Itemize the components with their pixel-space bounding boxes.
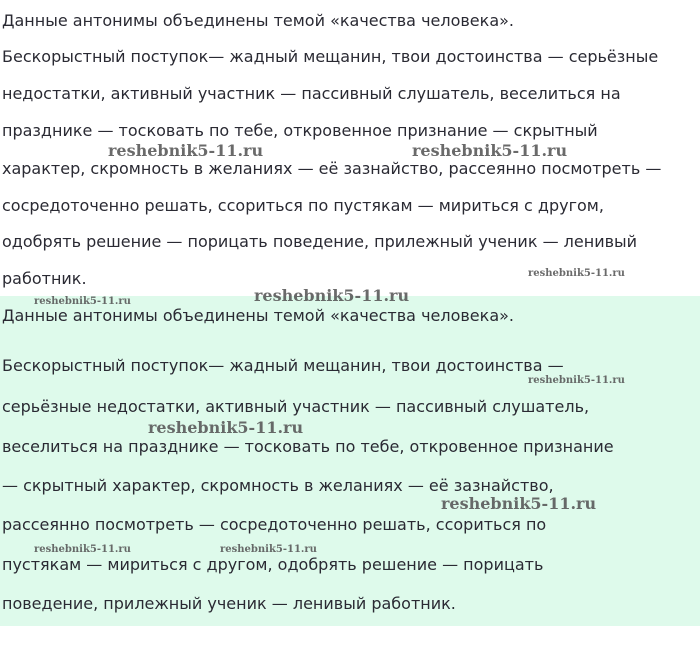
watermark: reshebnik5-11.ru [34,296,131,307]
text-line: празднике — тосковать по тебе, откровенное признание — скрытный [2,121,598,140]
watermark: reshebnik5-11.ru [528,375,625,386]
text-line: — скрытный характер, скромность в желаниях — её зазнайство, [2,476,554,495]
watermark: reshebnik5-11.ru [254,286,410,305]
text-line: серьёзные недостатки, активный участник — пассивный слушатель, [2,397,590,416]
text-line: поведение, прилежный ученик — ленивый работник. [2,594,456,613]
watermark: reshebnik5-11.ru [412,141,568,160]
text-line: Бескорыстный поступок— жадный мещанин, твои достоинства — [2,356,564,375]
text-line: Данные антонимы объединены темой «качества человека». [2,11,514,30]
text-line: одобрять решение — порицать поведение, прилежный ученик — ленивый [2,232,638,251]
watermark: reshebnik5-11.ru [528,268,625,279]
text-line: веселиться на празднике — тосковать по тебе, откровенное признание [2,437,614,456]
watermark: reshebnik5-11.ru [108,141,264,160]
watermark: reshebnik5-11.ru [148,418,304,437]
watermark: reshebnik5-11.ru [220,544,317,555]
original-answer-block [0,0,700,296]
watermark: reshebnik5-11.ru [34,544,131,555]
text-line: работник. [2,269,87,288]
highlighted-answer-block [0,296,700,626]
text-line: Бескорыстный поступок— жадный мещанин, твои достоинства — серьёзные [2,47,659,66]
text-line: рассеянно посмотреть — сосредоточенно решать, ссориться по [2,515,547,534]
text-line: характер, скромность в желаниях — её зазнайство, рассеянно посмотреть — [2,159,662,178]
text-line: Данные антонимы объединены темой «качества человека». [2,306,514,325]
text-line: сосредоточенно решать, ссориться по пустякам — мириться с другом, [2,196,604,215]
text-line: недостатки, активный участник — пассивный слушатель, веселиться на [2,84,621,103]
watermark: reshebnik5-11.ru [441,494,597,513]
text-line: пустякам — мириться с другом, одобрять решение — порицать [2,555,544,574]
